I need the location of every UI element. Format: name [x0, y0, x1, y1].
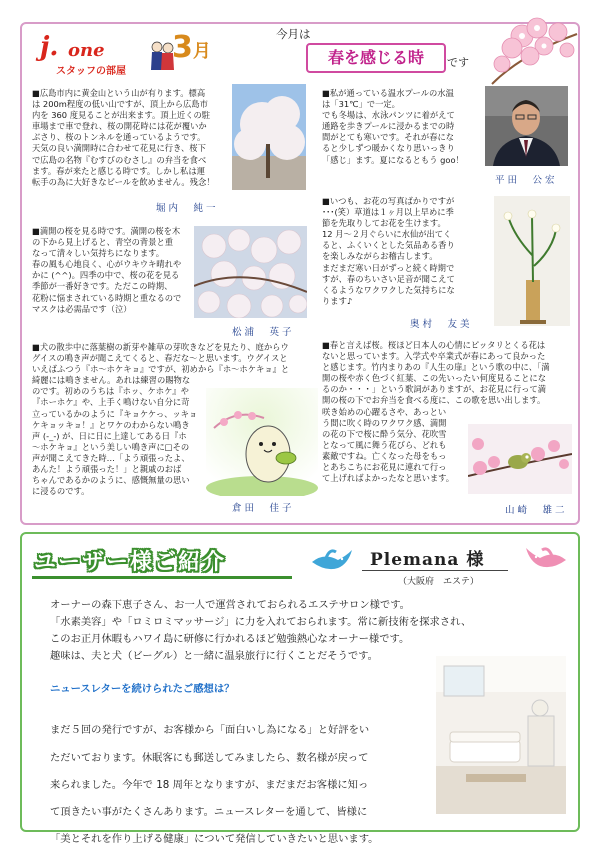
answer-line: ただいております。休眠客にも郵送してみましたら、数名様が戻って — [50, 751, 369, 764]
essay-line: で広島の名物『むすびのむさし』の弁当を食べ — [32, 154, 207, 165]
essay-line: 天気の良い満開時に合わせて花見に行き、桜下 — [32, 143, 206, 154]
essay-line: に浸るのです。 — [32, 486, 90, 497]
essay-line: ■いつも、お花の写真ばかりですが — [322, 196, 455, 206]
essay-line: 12 月～２月ぐらいに水仙が出てく — [322, 229, 452, 240]
signature-okumura: 奥村 友美 — [410, 319, 473, 330]
essay-line: ケキョッキョ！』とワケのわからない鳴き — [32, 419, 190, 430]
essay-line: ■満開の桜を見る時です。満開の桜を木 — [32, 226, 181, 236]
answer-line: まだ５回の発行ですが、お客様から「面白いし為になる」と好評をい — [50, 724, 370, 737]
client-introduction — [50, 597, 500, 665]
essay-line: て上げればよかったなと思います。 — [322, 473, 455, 484]
hina-doll-icon — [150, 38, 174, 72]
intro-line: 「水素美容」や「ロミロミマッサージ」に力を入れておられます。常に新技術を探求され、 — [50, 616, 472, 628]
essay-line: ると少しずつ暖かくなり思いっきり — [322, 143, 455, 154]
essay-line: の花の下で桜に酔う気分、花吹雪 — [322, 428, 447, 439]
salon-interior-photo — [436, 656, 566, 814]
client-underline — [362, 570, 508, 571]
intro-line: このお正月休暇もハワイ島に研修に行かれるほど勉強熱心なオーナー様です。 — [50, 633, 410, 645]
essay-line: 季節が一番好きです。ただこの時期、 — [32, 281, 173, 292]
signature-yamazaki: 山崎 雄二 — [505, 505, 568, 516]
theme-suffix: です — [447, 56, 469, 69]
interview-question: ニュースレターを続けられたご感想は？ — [50, 683, 235, 695]
theme-prefix: 今月は — [276, 27, 311, 41]
essay-line: ると、ふくいくとした気品ある香り — [322, 240, 455, 251]
essay-line: 車場まで車で登れ、桜の開花時には花が覆いか — [32, 121, 207, 132]
essay-okumura — [322, 196, 502, 307]
essay-line: 花粉に悩まされている時期と重なるので — [32, 292, 182, 303]
signature-hirata: 平田 公宏 — [495, 175, 558, 186]
essay-line: 咲き始めの心躍るさや、あっとい — [322, 406, 447, 417]
essay-line: 「感じ」ます。夏になるともう goo！ — [322, 154, 464, 165]
essay-line: となって風に舞う花びら、どれも — [322, 439, 447, 450]
essay-line: 内を 360 度見ることが出来ます。頂上近くの駐 — [32, 110, 211, 121]
theme-title: 春を感じる時 — [306, 43, 446, 73]
client-name: Plemana 様 — [370, 550, 485, 570]
title-underline — [32, 576, 292, 579]
essay-line: 転手の為に大好きなビールを飲めません。残念！ — [32, 176, 215, 187]
essay-line: 『ホーホケ』や、上手く鳴けない自分に苛 — [32, 397, 190, 408]
bush-warbler-illustration — [206, 388, 318, 496]
signature-horiuchi: 堀内 純一 — [156, 203, 219, 214]
essay-line: とあちこちにお花見に連れて行っ — [322, 462, 447, 473]
intro-line: 趣味は、夫と犬（ビーグル）と一緒に温泉旅行に行くことだそうです。 — [50, 650, 378, 662]
essay-matsuura — [32, 226, 192, 315]
answer-line: て頂きたい事がたくさんあります。ニュースレターを通して、皆様に — [50, 806, 368, 819]
interview-answer — [50, 712, 440, 859]
essay-line: 春の風も心地良く、心がウキウキ晴れや — [32, 259, 182, 270]
pink-bird-icon — [522, 544, 570, 574]
essay-line: ■春と言えば桜。桜ほど日本人の心情にピッタリとくる花は — [322, 340, 546, 350]
essay-line: の下から見上げると、青空の背景と重 — [32, 237, 174, 248]
essay-line: ちゃんであるかのように、感慨無量の思い — [32, 475, 190, 486]
month-unit: 月 — [192, 41, 211, 62]
signature-kurata: 倉田 佳子 — [232, 503, 295, 514]
month-title — [172, 30, 211, 65]
answer-line: 来られました。今年で 18 周年となりますが、まだまだお客様に知っ — [50, 778, 369, 791]
essay-line: ■犬の散歩中に落葉樹の新芽や雑草の芽吹きなどを見たり、庭からウ — [32, 342, 289, 352]
essay-line: すが、春のちいさい足音が聞こえて — [322, 273, 455, 284]
essay-line: かに (^^)。四季の中で、桜の花を見る — [32, 270, 180, 281]
essay-line: ます。春が来たと感じる時です。しかし私は運 — [32, 165, 205, 176]
essay-line: いえばふつう『ホ～ホケキョ』ですが、初めから『ホ～ホケキョ』と — [32, 364, 290, 375]
bluebird-icon — [308, 546, 354, 574]
essay-hirata — [322, 88, 492, 166]
essay-line: と感じます。竹内まりあの『人生の扉』という歌の中に、「満 — [322, 362, 550, 373]
essay-line: 立っているかのように『キョケケっ、ッキョ — [32, 408, 198, 419]
signature-matsuura: 松浦 英子 — [232, 327, 295, 338]
essay-line: 声が聞こえてきた時…「よう頑張ったよ、 — [32, 452, 190, 463]
essay-line: ■私が通っている温水プールの水温 — [322, 88, 454, 98]
essay-line: ないと思っています。入学式や卒業式が春にあって良かった — [322, 351, 546, 362]
essay-line: 節を先取りしてお花を生けます。 — [322, 218, 446, 229]
month-number: 3 — [172, 30, 193, 65]
essay-line: 間がとても寒いです。それが春にな — [322, 132, 455, 143]
essay-line: ･･･(笑）草道は１ヶ月以上早めに季 — [322, 207, 454, 218]
essay-line: 通路を歩きプールに浸かるまでの時 — [322, 121, 455, 132]
essay-line: ります♪ — [322, 295, 353, 306]
logo-j: j. — [40, 32, 59, 62]
essay-line: マスクは必需品です（泣） — [32, 303, 132, 314]
essay-line: 声 (-_-) が、日に日に上達してある日『ホ — [32, 430, 187, 441]
essay-line: のです。初めのうちは『ホッ、ケホケ』や — [32, 386, 189, 397]
essay-line: ～ホケキョ』という美しい鳴き声に□その — [32, 441, 190, 452]
essay-line: なって清々しい気持ちになります。 — [32, 248, 165, 259]
essay-line: は「31℃」で一定。 — [322, 99, 400, 110]
bird-on-blossom-photo — [468, 424, 572, 494]
essay-line: まだまだ寒い日がずっと続く時期で — [322, 262, 455, 273]
logo-subtitle: スタッフの部屋 — [56, 66, 126, 77]
cherry-tree-photo — [232, 84, 306, 190]
ikebana-photo — [494, 196, 570, 326]
essay-line: ■広島市内に黄金山という山が有ります。標高 — [32, 88, 206, 98]
essay-line: グイスの鳴き声が聞こえてくると、春だな～と思います。ウグイスと — [32, 353, 288, 364]
essay-line: くるようなワクワクした気持ちにな — [322, 284, 455, 295]
logo-one: one — [68, 40, 105, 61]
hirata-portrait-photo — [485, 86, 568, 166]
essay-line: う間に吹く時のワクワク感、満開 — [322, 417, 447, 428]
answer-line: 「美とそれを作り上げる健康」について発信していきたいと思います。 — [50, 833, 379, 846]
essay-line: 綺麗には鳴きません。あれは練習の賜物な — [32, 375, 191, 386]
essay-line: を楽しみながらお稽古します。 — [322, 251, 438, 262]
essay-line: 素敵ですね。亡くなった母をもっ — [322, 450, 447, 461]
essay-line: でも冬場は、水泳パンツに着がえて — [322, 110, 455, 121]
user-intro-title: ユーザー様ご紹介 — [34, 550, 227, 575]
essay-line: ぶさり、桜のトンネルを通っているようです。 — [32, 132, 206, 143]
client-location: （大阪府 エステ） — [398, 577, 479, 587]
essay-line: あんた！よう頑張った！」と親戚のおば — [32, 464, 182, 475]
essay-line: 開の桜の下でお弁当を食べる度に、この歌を思い出します。 — [322, 395, 546, 406]
essay-horiuchi — [32, 88, 237, 188]
intro-line: オーナーの森下恵子さん、お一人で運営されておられるエステサロン様です。 — [50, 599, 410, 611]
essay-line: 開の桜や赤く色づく紅葉、この先いったい何度見ることにな — [322, 373, 547, 384]
jone-logo — [40, 32, 148, 80]
essay-line: るのか・・・」という歌詞がありますが、お花見に行って満 — [322, 384, 547, 395]
cherry-blossom-closeup-photo — [194, 226, 307, 318]
cherry-blossom-icon — [482, 14, 582, 88]
essay-line: は 200m程度の低い山ですが、頂上から広島市 — [32, 99, 208, 110]
